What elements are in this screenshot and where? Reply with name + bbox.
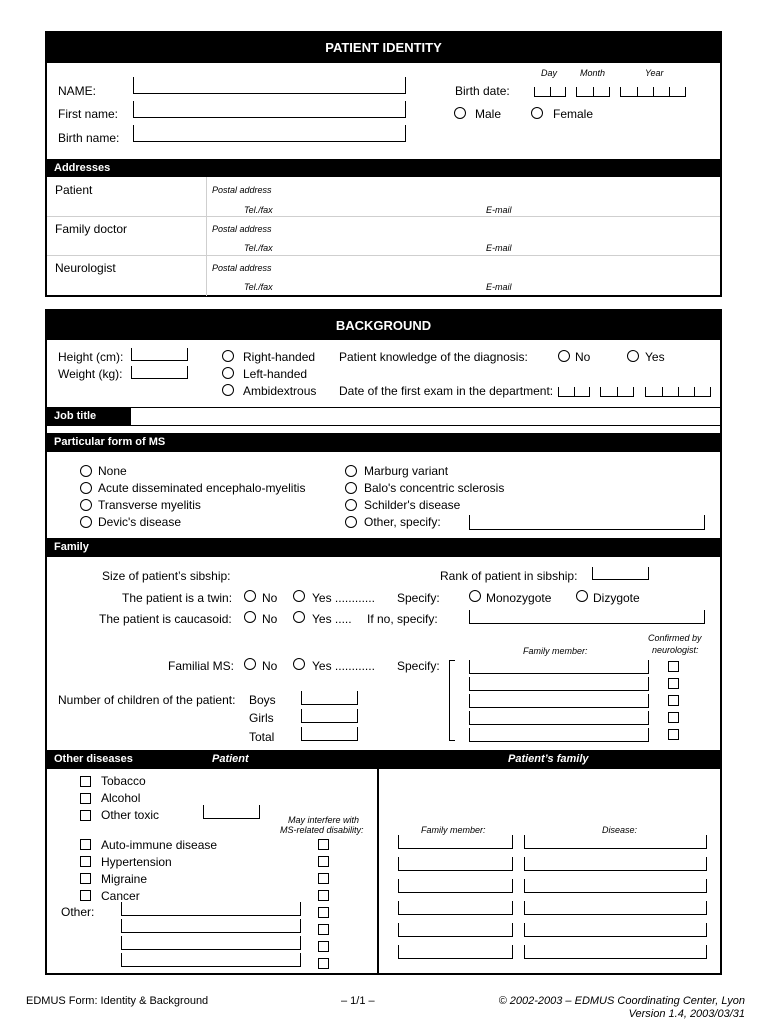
ms-other-specify-field[interactable] (469, 515, 705, 530)
family-disease-field-4[interactable] (524, 901, 707, 915)
twin-label: The patient is a twin: (122, 591, 233, 605)
height-field[interactable] (131, 348, 188, 361)
background-title: BACKGROUND (335, 318, 432, 333)
ms-form-header: Particular form of MS (46, 433, 721, 452)
familial-ms-label: Familial MS: (168, 659, 235, 673)
other-disease-field-4[interactable] (121, 953, 301, 967)
children-label: Number of children of the patient: (58, 693, 236, 707)
ms-devic-radio[interactable] (80, 516, 92, 528)
first-exam-year-field[interactable] (645, 387, 711, 397)
weight-label: Weight (kg): (58, 367, 123, 381)
addresses-column-divider (206, 177, 207, 296)
other-disease-label: Other: (61, 905, 95, 919)
hypertension-checkbox[interactable] (80, 856, 91, 867)
caucasoid-specify-field[interactable] (469, 610, 705, 624)
female-radio[interactable] (531, 107, 543, 119)
familial-member-field-2[interactable] (469, 677, 649, 691)
family-disease-field-5[interactable] (524, 923, 707, 937)
ms-schilder-radio[interactable] (345, 499, 357, 511)
address-row-family-doctor: Family doctor (55, 222, 128, 236)
sibship-rank-field[interactable] (592, 567, 649, 580)
name-field[interactable] (133, 77, 406, 94)
birth-date-label: Birth date: (455, 84, 510, 98)
tobacco-checkbox[interactable] (80, 776, 91, 787)
family-disease-field-3[interactable] (524, 879, 707, 893)
first-name-field[interactable] (133, 101, 406, 118)
addresses-header: Addresses (46, 159, 721, 177)
knowledge-label: Patient knowledge of the diagnosis: (339, 350, 528, 364)
male-radio[interactable] (454, 107, 466, 119)
knowledge-no-radio[interactable] (558, 350, 570, 362)
identity-title-bar (46, 32, 721, 63)
male-label: Male (475, 107, 502, 121)
ambidextrous-radio[interactable] (222, 384, 234, 396)
footer-version: Version 1.4, 2003/03/31 (628, 1008, 745, 1020)
birth-month-field[interactable] (576, 87, 610, 97)
other-diseases-header: Other diseases Patient Patient’s family (46, 750, 721, 769)
name-label: NAME: (58, 84, 97, 98)
ms-other-radio[interactable] (345, 516, 357, 528)
interfere-checkbox-4[interactable] (318, 890, 329, 901)
other-disease-field-3[interactable] (121, 936, 301, 950)
twin-no-radio[interactable] (244, 590, 256, 602)
caucasoid-no-radio[interactable] (244, 611, 256, 623)
auto-immune-checkbox[interactable] (80, 839, 91, 850)
family-bracket (449, 660, 450, 740)
girls-field[interactable] (301, 709, 358, 723)
interfere-checkbox-3[interactable] (318, 873, 329, 884)
family-disease-member-6[interactable] (398, 945, 513, 959)
family-disease-member-5[interactable] (398, 923, 513, 937)
day-label: Day (541, 68, 558, 78)
interfere-checkbox-5[interactable] (318, 907, 329, 918)
other-diseases-divider (377, 769, 379, 974)
first-exam-month-field[interactable] (600, 387, 634, 397)
left-handed-radio[interactable] (222, 367, 234, 379)
confirmed-checkbox-5[interactable] (668, 729, 679, 740)
familial-member-field-1[interactable] (469, 660, 649, 674)
identity-title: PATIENT IDENTITY (325, 40, 442, 55)
interfere-checkbox-6[interactable] (318, 924, 329, 935)
family-disease-member-4[interactable] (398, 901, 513, 915)
knowledge-yes-radio[interactable] (627, 350, 639, 362)
cancer-checkbox[interactable] (80, 890, 91, 901)
job-title-field[interactable] (131, 408, 721, 426)
sibship-rank-label: Rank of patient in sibship: (440, 569, 578, 583)
footer-copyright: © 2002-2003 – EDMUS Coordinating Center, Lyon (498, 995, 745, 1007)
left-handed-label: Left-handed (243, 367, 308, 381)
first-exam-day-field[interactable] (558, 387, 590, 397)
footer-left: EDMUS Form: Identity & Background (26, 995, 209, 1007)
background-title-bar (46, 310, 721, 340)
family-disease-member-1[interactable] (398, 835, 513, 849)
family-disease-field-2[interactable] (524, 857, 707, 871)
right-handed-radio[interactable] (222, 350, 234, 362)
female-label: Female (553, 107, 594, 121)
familial-member-field-5[interactable] (469, 728, 649, 742)
birth-name-field[interactable] (133, 125, 406, 142)
familial-member-field-4[interactable] (469, 711, 649, 725)
ms-none-radio[interactable] (80, 465, 92, 477)
family-header: Family (46, 538, 721, 557)
caucasoid-label: The patient is caucasoid: (99, 612, 232, 626)
confirmed-checkbox-1[interactable] (668, 661, 679, 672)
sibship-size-label: Size of patient’s sibship: (102, 569, 231, 583)
other-disease-field-2[interactable] (121, 919, 301, 933)
familial-member-field-3[interactable] (469, 694, 649, 708)
ms-marburg-radio[interactable] (345, 465, 357, 477)
address-row-neurologist: Neurologist (55, 261, 116, 275)
interfere-checkbox-2[interactable] (318, 856, 329, 867)
first-exam-label: Date of the first exam in the department: (339, 384, 554, 398)
ms-balo-radio[interactable] (345, 482, 357, 494)
birth-year-field[interactable] (620, 87, 686, 97)
address-row-patient: Patient (55, 183, 93, 197)
ambidextrous-label: Ambidextrous (243, 384, 317, 398)
caucasoid-yes-radio[interactable] (293, 611, 305, 623)
migraine-checkbox[interactable] (80, 873, 91, 884)
footer-page: – 1/1 – (341, 995, 375, 1007)
monozygote-radio[interactable] (469, 590, 481, 602)
interfere-checkbox-1[interactable] (318, 839, 329, 850)
twin-yes-radio[interactable] (293, 590, 305, 602)
other-toxic-checkbox[interactable] (80, 810, 91, 821)
other-toxic-field[interactable] (203, 805, 260, 819)
job-title-header: Job title (46, 407, 131, 426)
birth-name-label: Birth name: (58, 131, 120, 145)
birth-day-field[interactable] (534, 87, 566, 97)
family-disease-member-3[interactable] (398, 879, 513, 893)
family-disease-field-6[interactable] (524, 945, 707, 959)
height-label: Height (cm): (58, 350, 124, 364)
other-disease-field-1[interactable] (121, 902, 301, 916)
boys-field[interactable] (301, 691, 358, 705)
confirmed-checkbox-4[interactable] (668, 712, 679, 723)
family-disease-member-2[interactable] (398, 857, 513, 871)
total-field[interactable] (301, 727, 358, 741)
ms-adem-radio[interactable] (80, 482, 92, 494)
familial-ms-yes-radio[interactable] (293, 658, 305, 670)
right-handed-label: Right-handed (243, 350, 316, 364)
weight-field[interactable] (131, 366, 188, 379)
family-disease-field-1[interactable] (524, 835, 707, 849)
confirmed-checkbox-3[interactable] (668, 695, 679, 706)
first-name-label: First name: (58, 107, 119, 121)
year-label: Year (645, 68, 664, 78)
interfere-checkbox-7[interactable] (318, 941, 329, 952)
familial-ms-no-radio[interactable] (244, 658, 256, 670)
alcohol-checkbox[interactable] (80, 793, 91, 804)
interfere-checkbox-8[interactable] (318, 958, 329, 969)
ms-transverse-myelitis-radio[interactable] (80, 499, 92, 511)
confirmed-checkbox-2[interactable] (668, 678, 679, 689)
month-label: Month (580, 68, 606, 78)
dizygote-radio[interactable] (576, 590, 588, 602)
